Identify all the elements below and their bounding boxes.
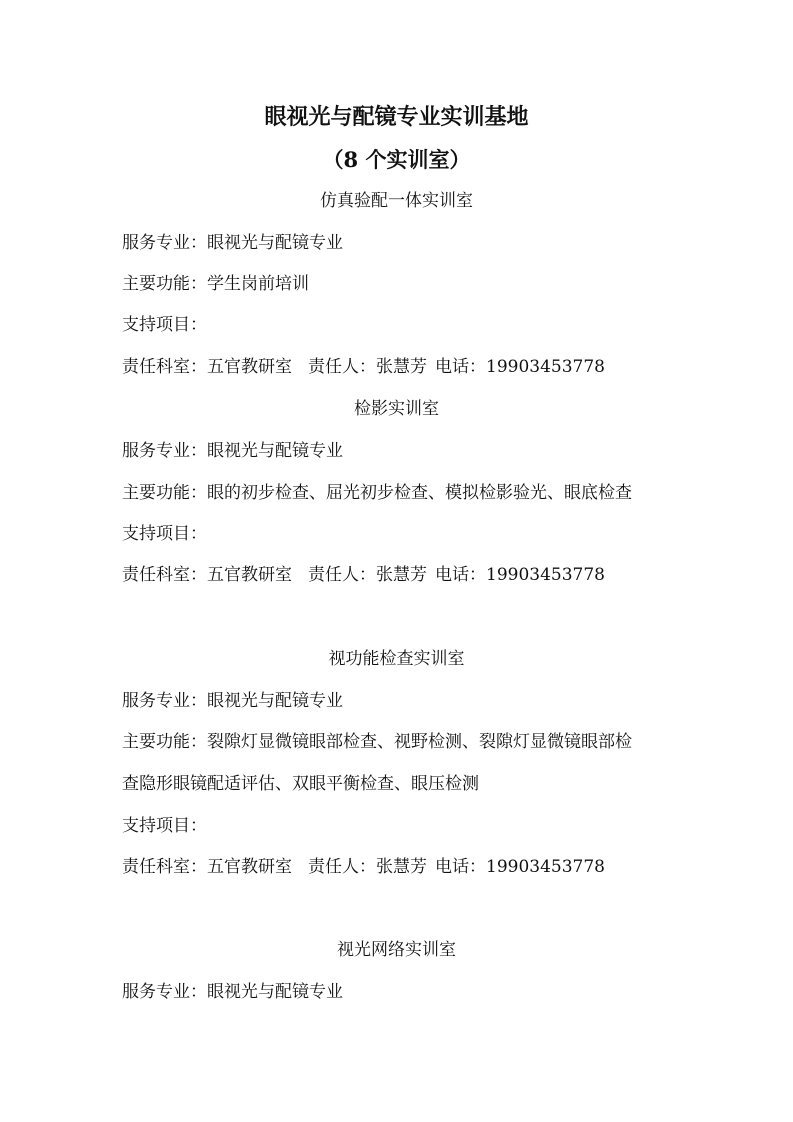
- contact-phone: 电话：19903453778: [435, 857, 605, 877]
- room-title: 视功能检查实训室: [328, 649, 465, 669]
- document-subtitle: （8 个实训室）: [322, 147, 471, 172]
- room-title: 仿真验配一体实训室: [320, 191, 473, 211]
- responsible-dept: 责任科室：五官教研室: [122, 565, 292, 585]
- document-title: 眼视光与配镜专业实训基地: [264, 104, 529, 130]
- responsible-person: 责任人：张慧芳: [308, 565, 427, 585]
- contact-phone: 电话：19903453778: [435, 357, 605, 377]
- main-function-continued: 查隐形眼镜配适评估、双眼平衡检查、眼压检测: [122, 774, 479, 794]
- responsible-person: 责任人：张慧芳: [308, 857, 427, 877]
- responsible-dept: 责任科室：五官教研室: [122, 857, 292, 877]
- responsible-dept: 责任科室：五官教研室: [122, 357, 292, 377]
- main-function: 主要功能：学生岗前培训: [122, 274, 309, 294]
- service-major: 服务专业：眼视光与配镜专业: [122, 233, 343, 253]
- service-major: 服务专业：眼视光与配镜专业: [122, 982, 343, 1002]
- service-major: 服务专业：眼视光与配镜专业: [122, 691, 343, 711]
- responsibility-line: [122, 856, 605, 878]
- main-function: 主要功能：裂隙灯显微镜眼部检查、视野检测、裂隙灯显微镜眼部检: [122, 732, 632, 752]
- responsibility-line: [122, 356, 605, 378]
- support-project: 支持项目：: [122, 524, 207, 544]
- room-title: 视光网络实训室: [337, 940, 456, 960]
- responsible-person: 责任人：张慧芳: [308, 357, 427, 377]
- contact-phone: 电话：19903453778: [435, 565, 605, 585]
- responsibility-line: [122, 564, 605, 586]
- room-title: 检影实训室: [354, 399, 439, 419]
- support-project: 支持项目：: [122, 315, 207, 335]
- service-major: 服务专业：眼视光与配镜专业: [122, 441, 343, 461]
- support-project: 支持项目：: [122, 816, 207, 836]
- main-function: 主要功能：眼的初步检查、屈光初步检查、模拟检影验光、眼底检查: [122, 483, 632, 503]
